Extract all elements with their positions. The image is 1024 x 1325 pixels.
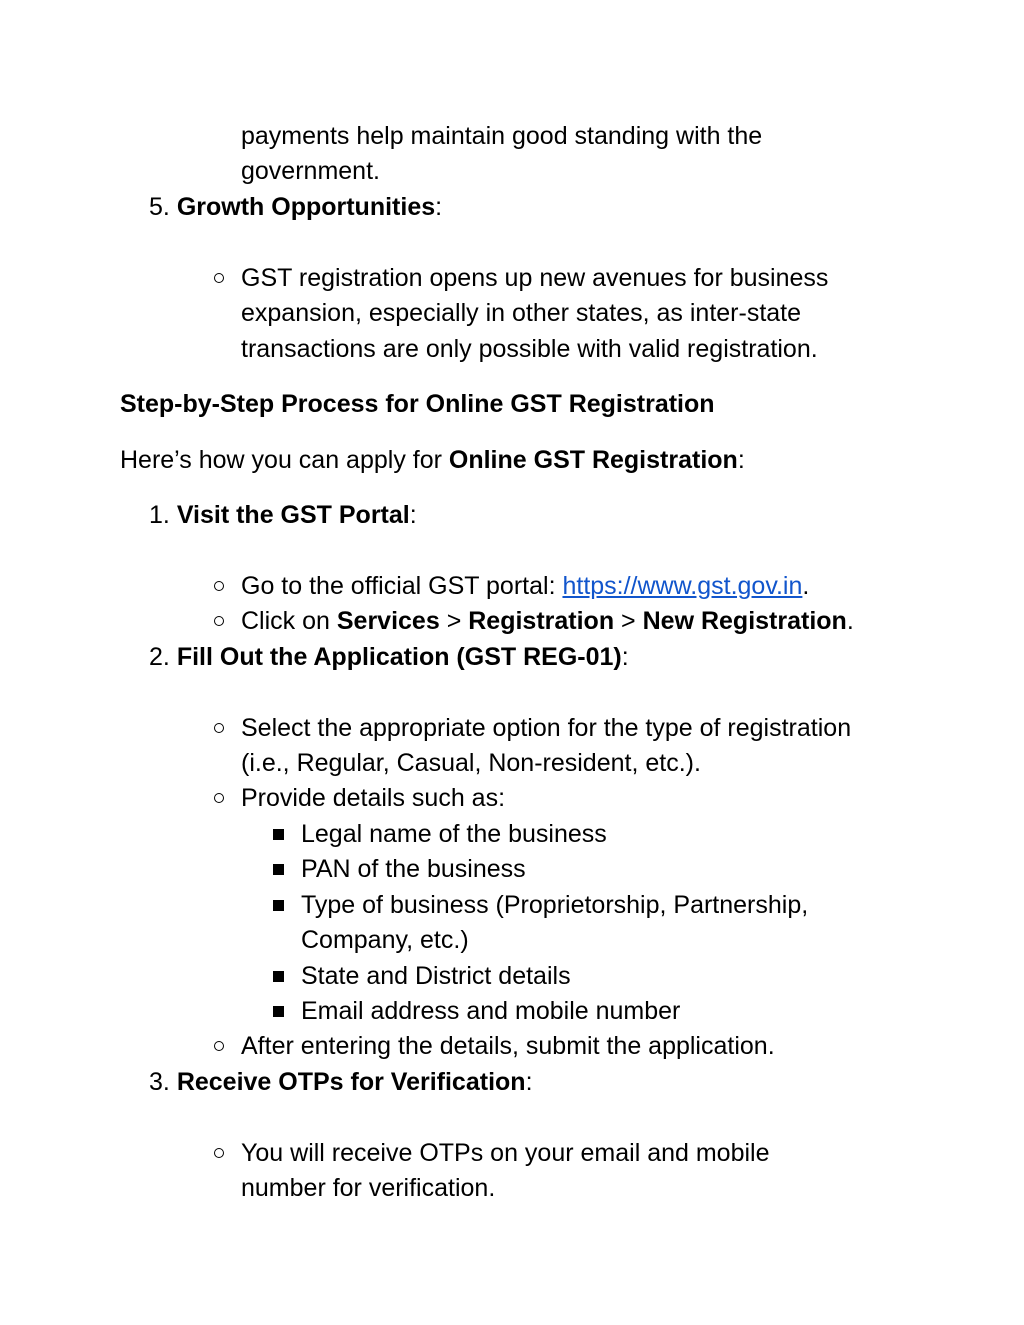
step-title: Receive OTPs for Verification	[176, 1068, 526, 1096]
bullet-text-line: Provide details such as:	[241, 784, 506, 812]
bullet-text-line: After entering the details, submit the application.	[241, 1032, 775, 1060]
sub-bullet-text: Legal name of the business	[301, 820, 607, 848]
step-fill-application: 2. Fill Out the Application (GST REG-01):	[149, 643, 629, 671]
bullet-text-line: expansion, especially in other states, as inter-state	[241, 299, 802, 327]
step-title: Visit the GST Portal	[176, 501, 410, 529]
sub-bullet-text: Type of business (Proprietorship, Partnership,	[301, 891, 809, 919]
list-item-title: Growth Opportunities	[176, 193, 436, 221]
square-bullet-icon	[273, 971, 284, 982]
hollow-bullet-icon	[214, 616, 224, 626]
step-title: Fill Out the Application (GST REG-01)	[176, 643, 622, 671]
square-bullet-icon	[273, 829, 284, 840]
intro-paragraph: Here’s how you can apply for Online GST Registration:	[120, 446, 745, 474]
list-number: 2.	[149, 643, 170, 671]
square-bullet-icon	[273, 1006, 284, 1017]
square-bullet-icon	[273, 900, 284, 911]
step-visit-portal: 1. Visit the GST Portal:	[149, 501, 417, 529]
bullet-text-line: number for verification.	[241, 1174, 496, 1202]
sub-bullet-text: PAN of the business	[301, 855, 526, 883]
sub-bullet-text: State and District details	[301, 962, 571, 990]
hollow-bullet-icon	[214, 581, 224, 591]
list-number: 5.	[149, 193, 170, 221]
bullet-text-line: Select the appropriate option for the type of registration	[241, 714, 852, 742]
hollow-bullet-icon	[214, 1148, 224, 1158]
bullet-text-line: (i.e., Regular, Casual, Non-resident, etc.).	[241, 749, 701, 777]
section-heading: Step-by-Step Process for Online GST Registration	[120, 390, 715, 418]
sub-bullet-text: Email address and mobile number	[301, 997, 681, 1025]
bullet-text-line: payments help maintain good standing with the	[241, 122, 763, 150]
sub-bullet-text: Company, etc.)	[301, 926, 469, 954]
list-item-growth-opportunities: 5. Growth Opportunities:	[149, 193, 443, 221]
hollow-bullet-icon	[214, 273, 224, 283]
bullet-text-line: GST registration opens up new avenues for business	[241, 264, 829, 292]
bullet-text-line: Click on Services > Registration > New Registration.	[241, 607, 854, 635]
step-receive-otps: 3. Receive OTPs for Verification:	[149, 1068, 533, 1096]
bullet-text-line: government.	[241, 157, 380, 185]
hollow-bullet-icon	[214, 723, 224, 733]
bullet-text-line: You will receive OTPs on your email and mobile	[241, 1139, 770, 1167]
gst-portal-link[interactable]: https://www.gst.gov.in	[562, 572, 803, 600]
list-number: 3.	[149, 1068, 170, 1096]
list-number: 1.	[149, 501, 170, 529]
bullet-text-line: Go to the official GST portal: https://www.gst.gov.in.	[241, 572, 810, 600]
hollow-bullet-icon	[214, 1041, 224, 1051]
bullet-text-line: transactions are only possible with valid registration.	[241, 335, 818, 363]
hollow-bullet-icon	[214, 793, 224, 803]
square-bullet-icon	[273, 864, 284, 875]
